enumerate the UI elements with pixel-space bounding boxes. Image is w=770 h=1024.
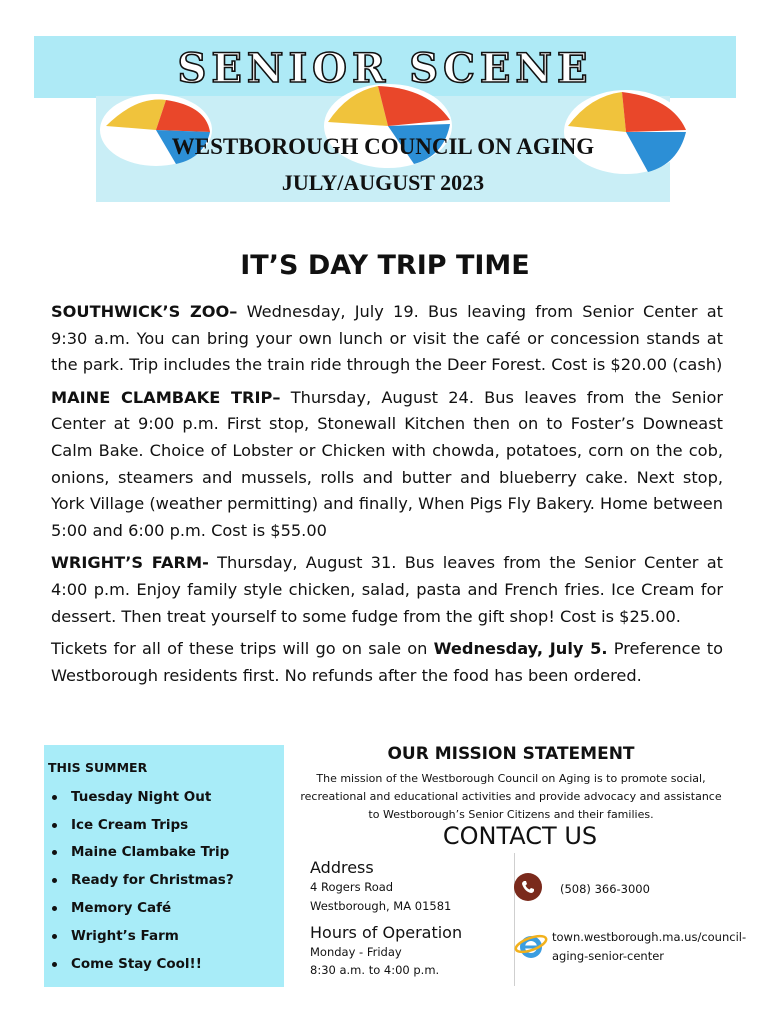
bullet-icon <box>52 850 57 855</box>
hours-label: Hours of Operation <box>310 923 463 942</box>
trip-name: SOUTHWICK’S ZOO– <box>51 302 238 321</box>
trip-details: Thursday, August 31. Bus leaves from the Senior Center at 4:00 p.m. Enjoy family style chicken, salad, pasta and French fries. Ice Cream for dessert. Then treat yourself to some fudge from the gift shop! Cost is $25.00. <box>51 553 723 626</box>
trips-article <box>51 299 723 695</box>
phone-number[interactable]: (508) 366-3000 <box>560 882 650 896</box>
tickets-sale-date: Wednesday, July 5. <box>433 639 608 659</box>
bullet-icon <box>52 962 57 967</box>
bullet-icon <box>52 795 57 800</box>
bullet-icon <box>52 906 57 911</box>
address-line-2: Westborough, MA 01581 <box>310 899 452 913</box>
trip-paragraph-maine-clambake <box>51 385 723 545</box>
council-name: WESTBOROUGH COUNCIL ON AGING <box>171 134 595 159</box>
bullet-icon <box>52 823 57 828</box>
trip-details: Thursday, August 24. Bus leaves from the Senior Center at 9:00 p.m. First stop, Stonewall Kitchen then on to Foster’s Downeast Calm Bake. Choice of Lobster or Chicken with chowda, potatoes, corn on the cob, onions, steamers and mussels, rolls and butter and blueberry cake. Next stop, York Village (weather permitting) and finally, When Pigs Fly Bakery. Home between 5:00 and 6:00 p.m. Cost is $55.00 <box>51 387 724 540</box>
website-link[interactable] <box>552 928 746 966</box>
phone-icon <box>514 873 542 901</box>
tickets-text: Tickets for all of these trips will go on sale on <box>51 639 434 659</box>
trip-name: WRIGHT’S FARM- <box>51 553 209 573</box>
website-line-1[interactable]: town.westborough.ma.us/council- <box>552 930 747 944</box>
tickets-text-end: Preference to Westborough residents first. No refunds after the food has been ordered. <box>51 639 723 685</box>
this-summer-title: THIS SUMMER <box>48 760 148 775</box>
web-browser-icon <box>514 930 548 962</box>
bullet-icon <box>52 878 57 883</box>
trip-paragraph-wrights-farm <box>51 550 723 630</box>
mission-title: OUR MISSION STATEMENT <box>387 744 635 764</box>
website-line-2[interactable]: aging-senior-center <box>552 949 665 963</box>
beach-ball-icon <box>96 86 216 176</box>
beach-ball-icon <box>556 82 696 182</box>
newsletter-title: SENIOR SCENE <box>177 45 593 92</box>
hours-times: 8:30 a.m. to 4:00 p.m. <box>310 963 440 977</box>
address-label: Address <box>310 858 374 877</box>
issue-date: JULY/AUGUST 2023 <box>281 170 485 195</box>
hours-days: Monday - Friday <box>310 945 402 959</box>
contact-title: CONTACT US <box>442 822 598 850</box>
this-summer-box: Tuesday Night Out Ice Cream Trips Maine Clambake Trip Ready for Christmas? Memory Café Wright’s Farm Come Stay Cool!! <box>44 745 284 987</box>
mission-text: The mission of the Westborough Council on Aging is to promote social, recreational and educational activities and provide advocacy and assistance to Westborough’s Senior Citizens and their families. <box>300 772 722 821</box>
address-line-1: 4 Rogers Road <box>310 880 394 894</box>
trip-paragraph-southwicks-zoo <box>51 299 723 379</box>
page-heading: IT’S DAY TRIP TIME <box>240 250 530 281</box>
tickets-paragraph <box>51 636 723 689</box>
trip-name: MAINE CLAMBAKE TRIP– <box>51 387 281 407</box>
trip-details: Wednesday, July 19. Bus leaving from Senior Center at 9:30 a.m. You can bring your own lunch or visit the café or concession stands at the park. Trip includes the train ride through the Deer Forest. Cost is $20.00 (cash) <box>51 302 723 375</box>
bullet-icon <box>52 934 57 939</box>
